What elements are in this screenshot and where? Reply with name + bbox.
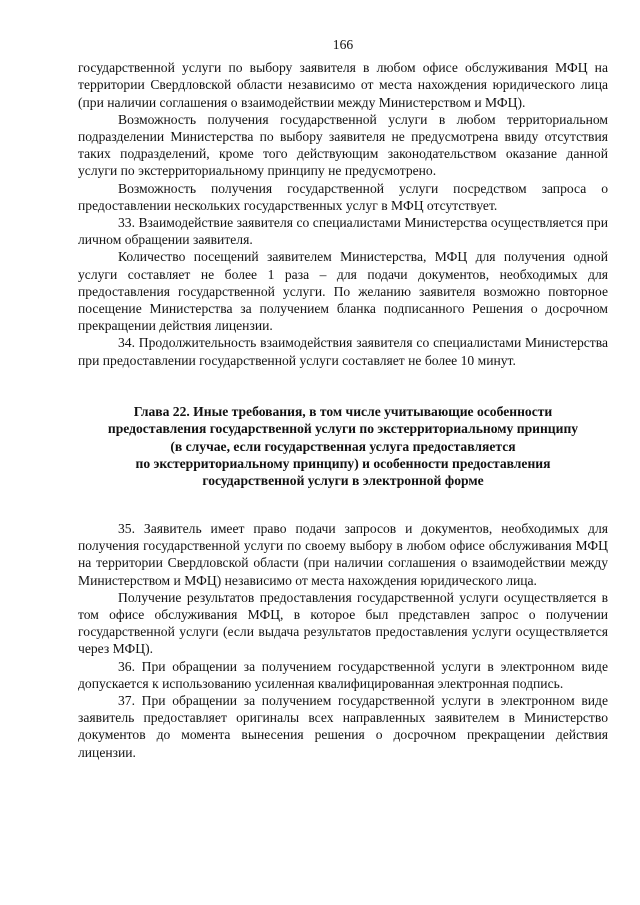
paragraph-continuation: государственной услуги по выбору заявителя в любом офисе обслуживания МФЦ на территории Свердловской области независимо от места нахождения юридического лица (при наличии соглашения о взаимодействии между Министерством и МФЦ).: [78, 60, 608, 110]
heading-line: Глава 22. Иные требования, в том числе учитывающие особенности: [133, 403, 553, 419]
page-number: 166: [332, 37, 354, 52]
paragraph-item-37: 37. При обращении за получением государственной услуги в электронном виде заявитель предоставляет оригиналы всех направленных заявителем в Министерство документов до момента вынесения решения о досрочном прекращении действия лицензии.: [78, 692, 608, 760]
heading-line: по экстерриториальному принципу) и особенности предоставления: [135, 456, 551, 472]
paragraph-item-33: 33. Взаимодействие заявителя со специалистами Министерства осуществляется при личном обращении заявителя.: [78, 215, 608, 248]
heading-line: (в случае, если государственная услуга предоставляется: [170, 438, 516, 454]
paragraph-multiple-services-request: Возможность получения государственной услуги посредством запроса о предоставлении нескольких государственных услуг в МФЦ отсутствует.: [78, 180, 608, 213]
paragraph-results-receipt: Получение результатов предоставления государственной услуги осуществляется в том офисе обслуживания МФЦ, в которое был представлен запрос о получении государственной услуги (если выдача результатов предоставления услуги осуществляется через МФЦ).: [78, 589, 608, 657]
paragraph-item-36: 36. При обращении за получением государственной услуги в электронном виде допускается к использованию усиленная квалифицированная электронная подпись.: [78, 658, 608, 691]
paragraph-item-35: 35. Заявитель имеет право подачи запросов и документов, необходимых для получения государственной услуги по своему выбору в любом офисе обслуживания МФЦ на территории Свердловской области (при наличии соглашения о взаимодействии между Министерством и МФЦ) независимо от места нахождения юридического лица.: [78, 520, 608, 588]
paragraph-visits-count: Количество посещений заявителем Министерства, МФЦ для получения одной услуги составляет не более 1 раза – для подачи документов, необходимых для предоставления государственной услуги. По желанию заявителя возможно повторное посещение Министерства за получением бланка подписанного Решения о досрочном прекращении действия лицензии.: [78, 249, 608, 334]
paragraph-item-34: 34. Продолжительность взаимодействия заявителя со специалистами Министерства при предоставлении государственной услуги составляет не более 10 минут.: [78, 335, 608, 368]
chapter-22-heading: [78, 403, 608, 490]
heading-line: государственной услуги в электронной форме: [202, 473, 484, 489]
heading-line: предоставления государственной услуги по экстерриториальному принципу: [107, 421, 579, 437]
paragraph-territorial-subdivision: Возможность получения государственной услуги в любом территориальном подразделении Министерства по выбору заявителя не предусмотрена ввиду отсутствия таких подразделений, кроме того действующим законодательством оказание данной услуги по экстерриториальному принципу не предусмотрено.: [78, 111, 608, 179]
